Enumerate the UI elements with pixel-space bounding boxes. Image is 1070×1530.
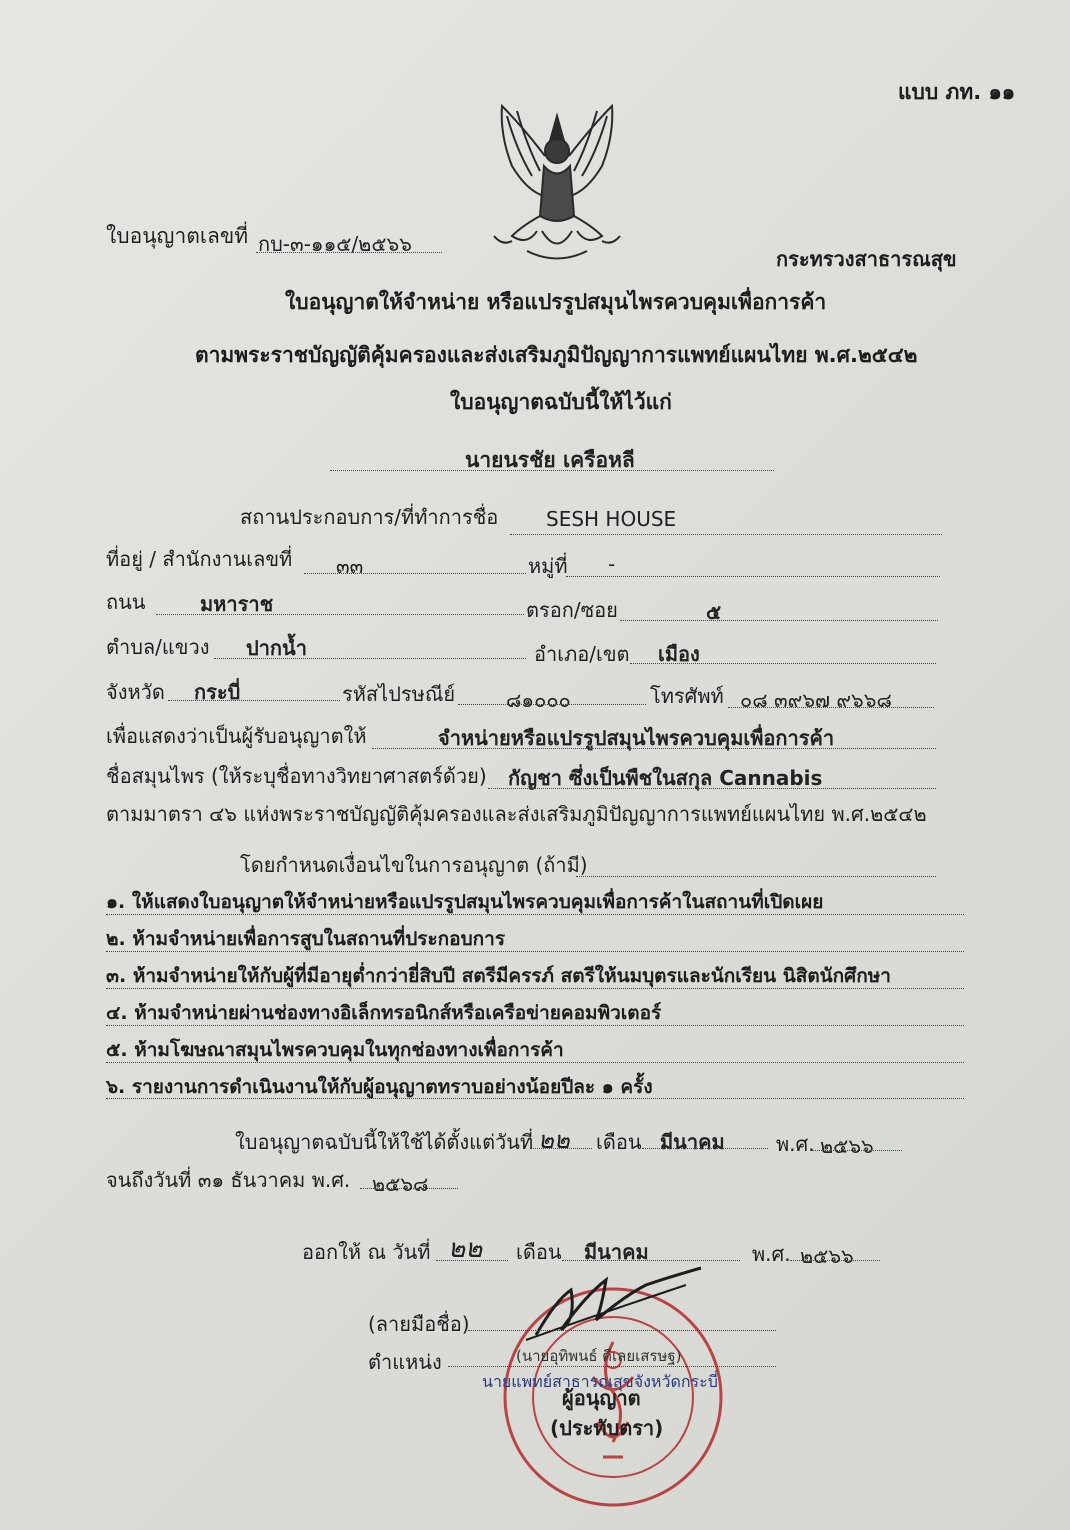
valid-from-label: ใบอนุญาตฉบับนี้ให้ใช้ได้ตั้งแต่วันที่ — [235, 1130, 534, 1154]
province-value: กระบี่ — [194, 680, 241, 704]
postal-line — [458, 704, 646, 705]
business-value: SESH HOUSE — [546, 507, 677, 531]
section-text: ตามมาตรา ๔๖ แห่งพระราชบัญญัติคุ้มครองและส่งเสริมภูมิปัญญาการแพทย์แผนไทย พ.ศ.๒๕๔๒ — [106, 802, 927, 826]
valid-year-label: พ.ศ. — [776, 1132, 815, 1156]
subdistrict-label: ตำบล/แขวง — [106, 635, 210, 659]
issued-year: ๒๕๖๖ — [800, 1244, 854, 1268]
valid-from-month: มีนาคม — [660, 1130, 725, 1154]
address-value: ๓๓ — [336, 554, 364, 578]
moo-value: - — [608, 552, 616, 576]
issued-month: มีนาคม — [584, 1240, 649, 1264]
issued-label: ออกให้ ณ วันที่ — [302, 1240, 431, 1264]
subdistrict-line — [214, 658, 526, 659]
subdistrict-value: ปากน้ำ — [246, 636, 307, 660]
valid-until-year-line — [360, 1188, 458, 1189]
purpose-value: จำหน่ายหรือแปรรูปสมุนไพรควบคุมเพื่อการค้า — [438, 726, 835, 750]
address-line — [304, 573, 526, 574]
ministry-name: กระทรวงสาธารณสุข — [776, 247, 957, 271]
signer-position: นายแพทย์สาธารณสุขจังหวัดกระบี่ — [482, 1372, 718, 1391]
issued-day: ๒๒ — [448, 1234, 483, 1264]
road-line — [156, 614, 524, 615]
condition-2-line — [106, 951, 964, 952]
conditions-label: โดยกำหนดเงื่อนไขในการอนุญาต (ถ้ามี) — [240, 853, 588, 877]
condition-6-line — [106, 1098, 964, 1099]
province-line — [168, 700, 340, 701]
valid-month-label: เดือน — [596, 1130, 642, 1154]
issued-year-label: พ.ศ. — [752, 1242, 791, 1266]
issued-year-line — [790, 1260, 880, 1261]
moo-line — [566, 576, 940, 577]
purpose-label: เพื่อแสดงว่าเป็นผู้รับอนุญาตให้ — [106, 724, 367, 748]
condition-2: ๒. ห้ามจำหน่ายเพื่อการสูบในสถานที่ประกอบการ — [106, 928, 506, 950]
valid-from-day: ๒๒ — [538, 1126, 570, 1154]
purpose-line — [372, 748, 936, 749]
garuda-emblem-icon — [482, 96, 632, 266]
valid-from-year: ๒๕๖๖ — [820, 1134, 874, 1158]
license-number-label: ใบอนุญาตเลขที่ — [106, 224, 249, 248]
phone-line — [728, 707, 934, 708]
form-code: แบบ ภท. ๑๑ — [898, 80, 1016, 104]
soi-label: ตรอก/ซอย — [526, 598, 618, 622]
district-value: เมือง — [658, 642, 700, 666]
signature-line — [468, 1330, 776, 1331]
issued-month-label: เดือน — [516, 1240, 562, 1264]
signature-scribble-icon — [516, 1260, 706, 1350]
valid-from-day-line — [530, 1148, 592, 1149]
herb-value: กัญชา ซึ่งเป็นพืชในสกุล Cannabis — [508, 766, 823, 790]
herb-line — [488, 788, 936, 789]
business-line — [510, 534, 942, 535]
address-label: ที่อยู่ / สำนักงานเลขที่ — [106, 547, 293, 571]
condition-4-line — [106, 1025, 964, 1026]
condition-3-line — [106, 988, 964, 989]
condition-3: ๓. ห้ามจำหน่ายให้กับผู้ที่มีอายุต่ำกว่ายี่สิบปี สตรีมีครรภ์ สตรีให้นมบุตรและนักเรียน นิสิตนักศึกษา — [106, 965, 891, 987]
postal-label: รหัสไปรษณีย์ — [342, 682, 456, 706]
phone-value: ๐๘ ๓๙๖๗ ๙๖๖๘ — [740, 688, 892, 712]
valid-from-year-line — [812, 1150, 902, 1151]
valid-from-month-line — [642, 1148, 768, 1149]
postal-value: ๘๑๐๐๐ — [506, 688, 571, 712]
issued-to-label: ใบอนุญาตฉบับนี้ให้ไว้แก่ — [450, 390, 672, 414]
condition-1-line — [106, 914, 964, 915]
signature-label: (ลายมือชื่อ) — [368, 1312, 470, 1336]
condition-5: ๕. ห้ามโฆษณาสมุนไพรควบคุมในทุกช่องทางเพื่อการค้า — [106, 1039, 564, 1061]
herb-label: ชื่อสมุนไพร (ให้ระบุชื่อทางวิทยาศาสตร์ด้วย) — [106, 764, 487, 788]
signer-name: (นายอุทิพนธ์ ดีเลยเสรษฐ) — [516, 1347, 682, 1365]
license-number-line — [256, 252, 442, 253]
province-label: จังหวัด — [106, 680, 165, 704]
issued-day-line — [436, 1260, 508, 1261]
district-label: อำเภอ/เขต — [534, 642, 630, 666]
conditions-label-line — [576, 876, 936, 877]
condition-6: ๖. รายงานการดำเนินงานให้กับผู้อนุญาตทราบอย่างน้อยปีละ ๑ ครั้ง — [106, 1076, 653, 1098]
condition-1: ๑. ให้แสดงใบอนุญาตให้จำหน่ายหรือแปรรูปสมุนไพรควบคุมเพื่อการค้าในสถานที่เปิดเผย — [106, 891, 824, 913]
authority-label: ผู้อนุญาต — [562, 1386, 641, 1410]
road-label: ถนน — [106, 590, 146, 614]
soi-value: ๕ — [706, 600, 722, 624]
soi-line — [620, 620, 938, 621]
title-line-1: ใบอนุญาตให้จำหน่าย หรือแปรรูปสมุนไพรควบคุมเพื่อการค้า — [285, 290, 827, 314]
position-label: ตำแหน่ง — [368, 1350, 442, 1374]
business-label: สถานประกอบการ/ที่ทำการชื่อ — [240, 505, 499, 529]
district-line — [630, 663, 936, 664]
title-line-2: ตามพระราชบัญญัติคุ้มครองและส่งเสริมภูมิปัญญาการแพทย์แผนไทย พ.ศ.๒๕๔๒ — [195, 343, 918, 367]
condition-4: ๔. ห้ามจำหน่ายผ่านช่องทางอิเล็กทรอนิกส์หรือเครือข่ายคอมพิวเตอร์ — [106, 1002, 662, 1024]
moo-label: หมู่ที่ — [528, 554, 568, 578]
condition-5-line — [106, 1062, 964, 1063]
valid-until-year: ๒๕๖๘ — [372, 1172, 429, 1196]
road-value: มหาราช — [200, 592, 274, 616]
phone-label: โทรศัพท์ — [650, 684, 724, 708]
licensee-name: นายนรชัย เครือหลี — [465, 448, 635, 472]
licensee-name-line — [330, 470, 774, 471]
license-number-value: กบ-๓-๑๑๕/๒๕๖๖ — [258, 232, 412, 256]
valid-until-label: จนถึงวันที่ ๓๑ ธันวาคม พ.ศ. — [106, 1168, 351, 1192]
seal-note: (ประทับตรา) — [550, 1416, 664, 1440]
